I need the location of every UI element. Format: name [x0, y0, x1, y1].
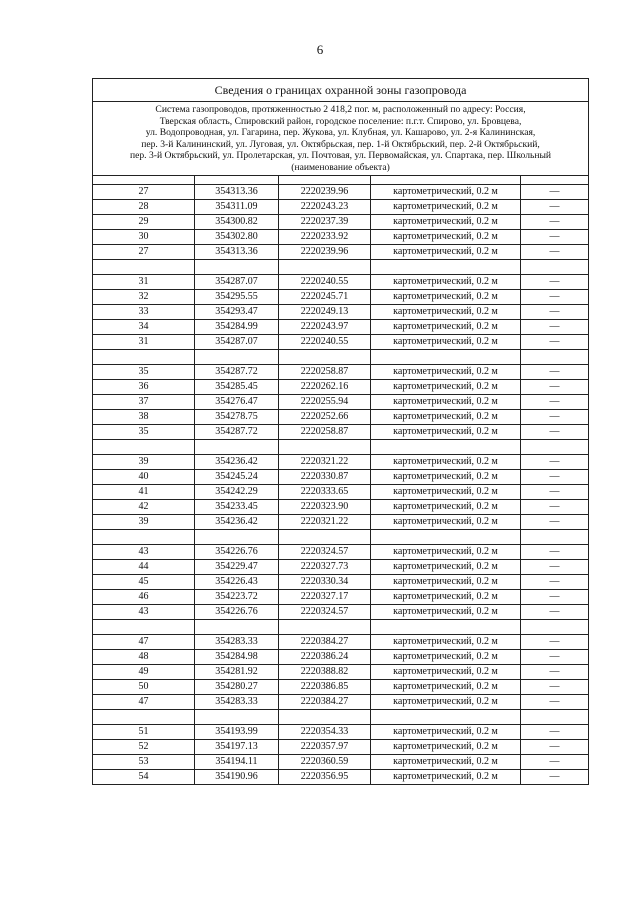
description-cell: —: [521, 470, 589, 485]
table-row: [93, 680, 589, 695]
point-number-cell: 28: [93, 200, 195, 215]
description-cell: —: [521, 545, 589, 560]
table-row: [93, 650, 589, 665]
coord-x-cell: 354300.82: [195, 215, 279, 230]
coord-x-cell: 354278.75: [195, 410, 279, 425]
coord-y-cell: 2220262.16: [279, 380, 371, 395]
method-cell: картометрический, 0.2 м: [371, 320, 521, 335]
description-cell: —: [521, 575, 589, 590]
coord-y-cell: 2220386.24: [279, 650, 371, 665]
coord-x-cell: 354287.72: [195, 365, 279, 380]
point-number-cell: 32: [93, 290, 195, 305]
empty-cell: [93, 440, 195, 455]
description-cell: —: [521, 275, 589, 290]
coord-x-cell: 354287.07: [195, 275, 279, 290]
description-caption: (наименование объекта): [291, 161, 390, 173]
coord-x-cell: 354190.96: [195, 770, 279, 785]
description-cell: —: [521, 215, 589, 230]
table-row: [93, 200, 589, 215]
description-cell: —: [521, 665, 589, 680]
description-line: Система газопроводов, протяженностью 2 418,2 пог. м, расположенный по адресу: Россия,: [155, 104, 526, 115]
table-row: [93, 455, 589, 470]
coord-x-cell: 354311.09: [195, 200, 279, 215]
method-cell: картометрический, 0.2 м: [371, 335, 521, 350]
coord-y-cell: 2220321.22: [279, 515, 371, 530]
point-number-cell: 50: [93, 680, 195, 695]
point-number-cell: 35: [93, 365, 195, 380]
description-cell: —: [521, 425, 589, 440]
point-number-cell: 38: [93, 410, 195, 425]
method-cell: картометрический, 0.2 м: [371, 740, 521, 755]
empty-cell: [371, 710, 521, 725]
coord-y-cell: 2220384.27: [279, 635, 371, 650]
coord-x-cell: 354226.76: [195, 545, 279, 560]
description-cell: —: [521, 455, 589, 470]
point-number-cell: 31: [93, 275, 195, 290]
table-row: [93, 215, 589, 230]
description-line: ул. Водопроводная, ул. Гагарина, пер. Жукова, ул. Клубная, ул. Кашарово, ул. 2-я Калининская,: [145, 127, 536, 138]
coord-y-cell: 2220327.17: [279, 590, 371, 605]
description-cell: —: [521, 500, 589, 515]
empty-cell: [521, 530, 589, 545]
method-cell: картометрический, 0.2 м: [371, 545, 521, 560]
table-row: [93, 230, 589, 245]
coord-x-cell: 354287.72: [195, 425, 279, 440]
method-cell: картометрический, 0.2 м: [371, 425, 521, 440]
coord-y-cell: 2220357.97: [279, 740, 371, 755]
table-row: [93, 365, 589, 380]
description-cell: —: [521, 320, 589, 335]
empty-cell: [279, 710, 371, 725]
coord-y-cell: 2220330.34: [279, 575, 371, 590]
method-cell: картометрический, 0.2 м: [371, 635, 521, 650]
coord-x-cell: 354280.27: [195, 680, 279, 695]
table-row: [93, 770, 589, 785]
table-row: [93, 545, 589, 560]
method-cell: картометрический, 0.2 м: [371, 305, 521, 320]
coord-y-cell: 2220240.55: [279, 275, 371, 290]
empty-cell: [521, 620, 589, 635]
table-row: [93, 245, 589, 260]
empty-cell: [279, 176, 371, 185]
description-cell: —: [521, 290, 589, 305]
coord-y-cell: 2220233.92: [279, 230, 371, 245]
coord-x-cell: 354284.98: [195, 650, 279, 665]
method-cell: картометрический, 0.2 м: [371, 770, 521, 785]
coord-y-cell: 2220237.39: [279, 215, 371, 230]
empty-cell: [93, 176, 195, 185]
table-row: [93, 320, 589, 335]
coord-y-cell: 2220252.66: [279, 410, 371, 425]
point-number-cell: 39: [93, 515, 195, 530]
description-line: пер. 3-й Калининский, ул. Луговая, ул. Октябрьская, пер. 1-й Октябрьский, пер. 2-й Октябрьский,: [141, 138, 540, 150]
point-number-cell: 53: [93, 755, 195, 770]
point-number-cell: 48: [93, 650, 195, 665]
method-cell: картометрический, 0.2 м: [371, 230, 521, 245]
coord-y-cell: 2220243.97: [279, 320, 371, 335]
table-row: [93, 635, 589, 650]
method-cell: картометрический, 0.2 м: [371, 410, 521, 425]
method-cell: картометрический, 0.2 м: [371, 680, 521, 695]
table-row: [93, 515, 589, 530]
point-number-cell: 47: [93, 635, 195, 650]
point-number-cell: 45: [93, 575, 195, 590]
point-number-cell: 27: [93, 245, 195, 260]
point-number-cell: 54: [93, 770, 195, 785]
group-separator-row: [93, 440, 589, 455]
empty-cell: [195, 176, 279, 185]
description-cell: —: [521, 185, 589, 200]
coord-x-cell: 354226.76: [195, 605, 279, 620]
coord-x-cell: 354242.29: [195, 485, 279, 500]
boundary-table: [92, 78, 589, 785]
description-cell: —: [521, 305, 589, 320]
coord-y-cell: 2220321.22: [279, 455, 371, 470]
table-row: [93, 755, 589, 770]
empty-cell: [521, 260, 589, 275]
empty-cell: [371, 620, 521, 635]
empty-cell: [371, 176, 521, 185]
point-number-cell: 43: [93, 605, 195, 620]
table-row: [93, 485, 589, 500]
coord-x-cell: 354283.33: [195, 695, 279, 710]
coord-x-cell: 354302.80: [195, 230, 279, 245]
coord-y-cell: 2220245.71: [279, 290, 371, 305]
table-row: [93, 305, 589, 320]
empty-cell: [521, 710, 589, 725]
coord-y-cell: 2220240.55: [279, 335, 371, 350]
method-cell: картометрический, 0.2 м: [371, 575, 521, 590]
point-number-cell: 41: [93, 485, 195, 500]
coord-y-cell: 2220384.27: [279, 695, 371, 710]
description-cell: —: [521, 380, 589, 395]
coord-y-cell: 2220249.13: [279, 305, 371, 320]
coord-y-cell: 2220330.87: [279, 470, 371, 485]
table-row: [93, 740, 589, 755]
point-number-cell: 34: [93, 320, 195, 335]
empty-cell: [279, 260, 371, 275]
coord-y-cell: 2220327.73: [279, 560, 371, 575]
table-title: Сведения о границах охранной зоны газопровода: [93, 79, 589, 102]
empty-cell: [521, 350, 589, 365]
point-number-cell: 42: [93, 500, 195, 515]
coord-y-cell: 2220356.95: [279, 770, 371, 785]
table-row: [93, 695, 589, 710]
page-number: 6: [316, 42, 324, 57]
description-cell: —: [521, 680, 589, 695]
description-cell: —: [521, 725, 589, 740]
coord-y-cell: 2220324.57: [279, 545, 371, 560]
description-cell: —: [521, 230, 589, 245]
method-cell: картометрический, 0.2 м: [371, 470, 521, 485]
point-number-cell: 40: [93, 470, 195, 485]
empty-cell: [195, 350, 279, 365]
point-number-cell: 36: [93, 380, 195, 395]
description-cell: —: [521, 485, 589, 500]
coord-x-cell: 354226.43: [195, 575, 279, 590]
method-cell: картометрический, 0.2 м: [371, 215, 521, 230]
description-cell: —: [521, 635, 589, 650]
coord-x-cell: 354313.36: [195, 185, 279, 200]
coord-y-cell: 2220258.87: [279, 425, 371, 440]
point-number-cell: 51: [93, 725, 195, 740]
coord-y-cell: 2220239.96: [279, 185, 371, 200]
method-cell: картометрический, 0.2 м: [371, 455, 521, 470]
point-number-cell: 39: [93, 455, 195, 470]
coord-y-cell: 2220333.65: [279, 485, 371, 500]
description-cell: —: [521, 650, 589, 665]
table-row: [93, 575, 589, 590]
table-row: [93, 725, 589, 740]
table-row: [93, 500, 589, 515]
group-separator-row: [93, 260, 589, 275]
method-cell: картометрический, 0.2 м: [371, 500, 521, 515]
coord-x-cell: 354284.99: [195, 320, 279, 335]
table-row: [93, 395, 589, 410]
coord-x-cell: 354281.92: [195, 665, 279, 680]
description-cell: —: [521, 515, 589, 530]
coord-x-cell: 354276.47: [195, 395, 279, 410]
method-cell: картометрический, 0.2 м: [371, 515, 521, 530]
table-row: [93, 335, 589, 350]
coord-x-cell: 354223.72: [195, 590, 279, 605]
coord-y-cell: 2220239.96: [279, 245, 371, 260]
method-cell: картометрический, 0.2 м: [371, 380, 521, 395]
empty-cell: [93, 530, 195, 545]
coord-x-cell: 354293.47: [195, 305, 279, 320]
empty-cell: [93, 260, 195, 275]
empty-cell: [195, 260, 279, 275]
coord-x-cell: 354283.33: [195, 635, 279, 650]
point-number-cell: 37: [93, 395, 195, 410]
coord-y-cell: 2220323.90: [279, 500, 371, 515]
method-cell: картометрический, 0.2 м: [371, 245, 521, 260]
coord-x-cell: 354193.99: [195, 725, 279, 740]
description-line: Тверская область, Спировский район, городское поселение: п.г.т. Спирово, ул. Бровцева,: [159, 115, 522, 127]
description-cell: —: [521, 560, 589, 575]
coord-x-cell: 354245.24: [195, 470, 279, 485]
coord-x-cell: 354287.07: [195, 335, 279, 350]
point-number-cell: 46: [93, 590, 195, 605]
coord-x-cell: 354295.55: [195, 290, 279, 305]
description-cell: —: [521, 605, 589, 620]
method-cell: картометрический, 0.2 м: [371, 560, 521, 575]
description-row: [93, 102, 589, 176]
empty-cell: [93, 620, 195, 635]
table-body: [93, 79, 589, 785]
description-cell: —: [521, 590, 589, 605]
method-cell: картометрический, 0.2 м: [371, 590, 521, 605]
method-cell: картометрический, 0.2 м: [371, 755, 521, 770]
table-row: [93, 290, 589, 305]
empty-cell: [521, 176, 589, 185]
method-cell: картометрический, 0.2 м: [371, 200, 521, 215]
method-cell: картометрический, 0.2 м: [371, 605, 521, 620]
coord-x-cell: 354233.45: [195, 500, 279, 515]
method-cell: картометрический, 0.2 м: [371, 725, 521, 740]
description-cell: —: [521, 395, 589, 410]
description-cell: —: [521, 755, 589, 770]
table-row: [93, 665, 589, 680]
table-row: [93, 380, 589, 395]
method-cell: картометрический, 0.2 м: [371, 185, 521, 200]
empty-cell: [371, 440, 521, 455]
coord-y-cell: 2220243.23: [279, 200, 371, 215]
method-cell: картометрический, 0.2 м: [371, 290, 521, 305]
coord-x-cell: 354313.36: [195, 245, 279, 260]
empty-cell: [195, 530, 279, 545]
coord-y-cell: 2220388.82: [279, 665, 371, 680]
table-row: [93, 560, 589, 575]
method-cell: картометрический, 0.2 м: [371, 395, 521, 410]
description-cell: —: [521, 200, 589, 215]
point-number-cell: 30: [93, 230, 195, 245]
coord-y-cell: 2220324.57: [279, 605, 371, 620]
table-row: [93, 605, 589, 620]
point-number-cell: 35: [93, 425, 195, 440]
group-separator-row: [93, 620, 589, 635]
empty-cell: [93, 710, 195, 725]
method-cell: картометрический, 0.2 м: [371, 695, 521, 710]
method-cell: картометрический, 0.2 м: [371, 665, 521, 680]
description-cell: —: [521, 740, 589, 755]
empty-cell: [371, 350, 521, 365]
empty-cell: [371, 530, 521, 545]
method-cell: картометрический, 0.2 м: [371, 485, 521, 500]
method-cell: картометрический, 0.2 м: [371, 275, 521, 290]
empty-cell: [279, 350, 371, 365]
coord-y-cell: 2220386.85: [279, 680, 371, 695]
table-row: [93, 470, 589, 485]
point-number-cell: 49: [93, 665, 195, 680]
object-description: [93, 102, 589, 176]
empty-cell: [195, 710, 279, 725]
empty-cell: [93, 350, 195, 365]
blank-row: [93, 176, 589, 185]
coord-x-cell: 354229.47: [195, 560, 279, 575]
coord-x-cell: 354236.42: [195, 515, 279, 530]
point-number-cell: 31: [93, 335, 195, 350]
point-number-cell: 27: [93, 185, 195, 200]
point-number-cell: 44: [93, 560, 195, 575]
coord-x-cell: 354285.45: [195, 380, 279, 395]
empty-cell: [371, 260, 521, 275]
empty-cell: [195, 620, 279, 635]
table-row: [93, 185, 589, 200]
empty-cell: [195, 440, 279, 455]
title-row: [93, 79, 589, 102]
coord-x-cell: 354236.42: [195, 455, 279, 470]
empty-cell: [279, 620, 371, 635]
group-separator-row: [93, 530, 589, 545]
group-separator-row: [93, 350, 589, 365]
point-number-cell: 52: [93, 740, 195, 755]
table-row: [93, 590, 589, 605]
empty-cell: [279, 530, 371, 545]
description-cell: —: [521, 245, 589, 260]
method-cell: картометрический, 0.2 м: [371, 365, 521, 380]
point-number-cell: 43: [93, 545, 195, 560]
description-cell: —: [521, 770, 589, 785]
description-cell: —: [521, 335, 589, 350]
coord-x-cell: 354194.11: [195, 755, 279, 770]
empty-cell: [279, 440, 371, 455]
point-number-cell: 47: [93, 695, 195, 710]
method-cell: картометрический, 0.2 м: [371, 650, 521, 665]
table-row: [93, 275, 589, 290]
description-cell: —: [521, 365, 589, 380]
point-number-cell: 29: [93, 215, 195, 230]
coord-y-cell: 2220360.59: [279, 755, 371, 770]
description-line: пер. 3-й Октябрьский, ул. Пролетарская, ул. Почтовая, ул. Первомайская, ул. Спартака, пер. Школьный: [129, 150, 552, 161]
coord-x-cell: 354197.13: [195, 740, 279, 755]
coord-y-cell: 2220258.87: [279, 365, 371, 380]
table-row: [93, 410, 589, 425]
description-cell: —: [521, 410, 589, 425]
coord-y-cell: 2220255.94: [279, 395, 371, 410]
point-number-cell: 33: [93, 305, 195, 320]
coord-y-cell: 2220354.33: [279, 725, 371, 740]
empty-cell: [521, 440, 589, 455]
group-separator-row: [93, 710, 589, 725]
table-row: [93, 425, 589, 440]
description-cell: —: [521, 695, 589, 710]
